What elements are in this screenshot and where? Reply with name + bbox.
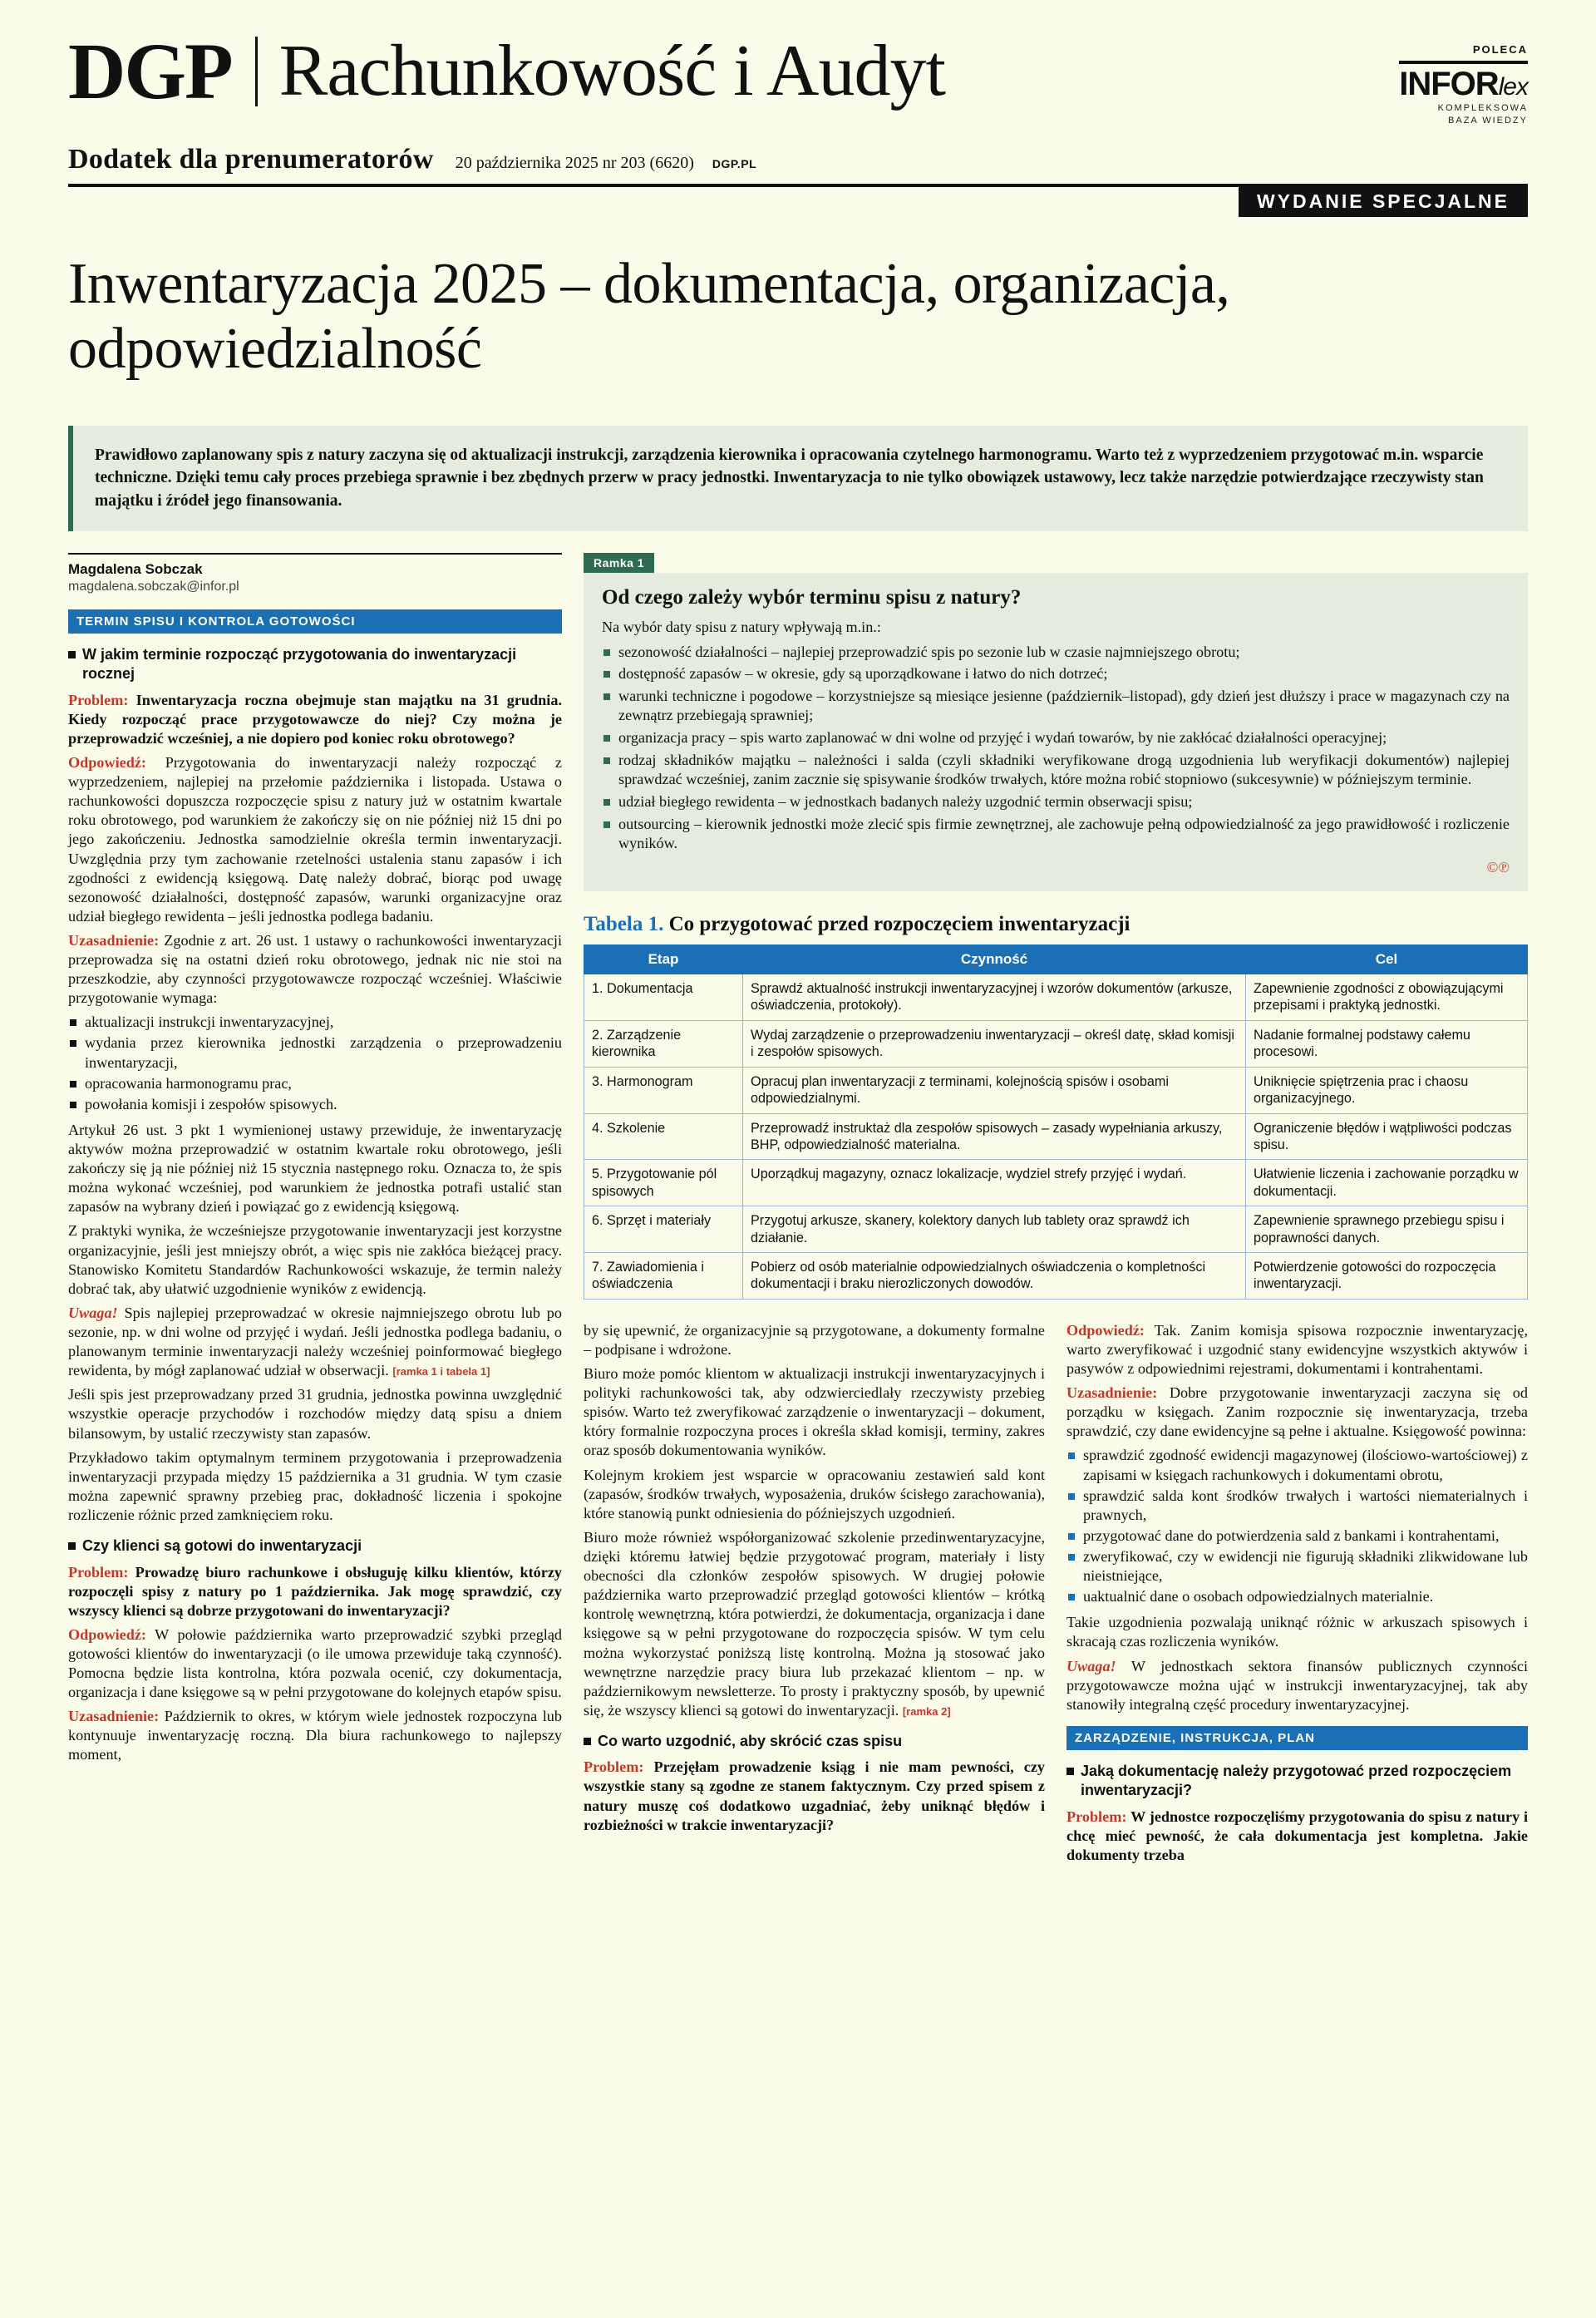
- page-title: Inwentaryzacja 2025 – dokumentacja, organizacja, odpowiedzialność: [68, 252, 1230, 382]
- q1-preparation-list: [68, 1013, 562, 1114]
- poleca-label: POLECA: [1472, 43, 1528, 56]
- ramka-1-tag: Ramka 1: [584, 553, 654, 573]
- q1-reason-text: Zgodnie z art. 26 ust. 1 ustawy o rachunkowości inwentaryzacji przeprowadza się na ostatni dzień roku obrotowego, jednak nic nie stoi na przeszkodzie, aby czynności przygotowawcze rozpocząć wcześniej. Właściwie przygotowanie wymaga:: [68, 931, 563, 1007]
- site-label: DGP.PL: [712, 157, 757, 170]
- reason-label: Uzasadnienie:: [68, 931, 160, 949]
- note-label: Uwaga!: [68, 1304, 118, 1321]
- reason-label: Uzasadnienie:: [1066, 1384, 1158, 1402]
- q2-problem: [68, 1563, 562, 1620]
- table-row: [584, 1113, 1528, 1160]
- q2-cont-4-text: Biuro może również współorganizować szkolenie przedinwentaryzacyjne, dzięki któremu łatwiej będzie przygotować program, materiały i listy obecności dla członków zespołów spisowych. W drugiej połowie października warto przeprowadzić przegląd gotowości klientów – krótką kontrolę wewnętrzną, która potwierdzi, że dokumentacja, organizacja i dane księgowe są w pełni przygotowane do rozpoczęcia spisów. W tym celu można wykorzystać poniższą listę kontrolną. Można ją stosować jako wewnętrzne narzędzie pracy biura lub przekazać klientom – np. w październikowym newsletterze. To prosty i praktyczny sposób, by upewnić się, że wszyscy klienci są gotowi do inwentaryzacji.: [584, 1528, 1045, 1719]
- table-cell-etap: 4. Szkolenie: [584, 1113, 743, 1160]
- table-cell-czynnosc: Sprawdź aktualność instrukcji inwentaryzacyjnej i wzorów dokumentów (arkusze, oświadczenia, protokoły).: [743, 974, 1246, 1021]
- table-col-czynnosc: Czynność: [743, 945, 1246, 974]
- q3-answer: [1066, 1321, 1528, 1378]
- ramka-1-list: [602, 643, 1510, 855]
- q3-note: [1066, 1657, 1528, 1714]
- list-item: sprawdzić zgodność ewidencji magazynowej (ilościowo-wartościowej) z zapisami w księgach rachunkowych i dokumentami obrotu,: [1066, 1446, 1528, 1484]
- question-2-text: Czy klienci są gotowi do inwentaryzacji: [82, 1537, 362, 1555]
- ramka-1-copyright: ©℗: [1486, 859, 1510, 876]
- masthead: [68, 27, 1528, 126]
- list-item: sezonowość działalności – najlepiej przeprowadzić spis po sezonie lub w czasie najmniejszego obrotu;: [602, 643, 1510, 663]
- list-item: rodzaj składników majątku – należności i salda (czyli składniki weryfikowane drogą uzgodnienia lub weryfikacji dokumentów) najlepiej sprawdzać wcześniej, zanim zacznie się spisywanie środków trwałych, które można robić stopniowo (sukcesywnie) w późniejszym terminie.: [602, 751, 1510, 790]
- q3-problem: [584, 1758, 1045, 1834]
- q1-note-text: Spis najlepiej przeprowadzać w okresie najmniejszego obrotu lub po sezonie, np. w dni wolne od przyjęć i wydań. Jeśli jednostka podlega badaniu, o planowanym terminie inwentaryzacji należy wcześniej poinformować biegłego rewidenta, by mógł zaplanować udział w obserwacji.: [68, 1304, 562, 1379]
- table-cell-czynnosc: Przeprowadź instruktaż dla zespołów spisowych – zasady wypełniania arkuszy, BHP, odpowiedzialność materialna.: [743, 1113, 1246, 1160]
- bullet-square-icon: [584, 1738, 591, 1745]
- issue-info: 20 października 2025 nr 203 (6620): [455, 154, 694, 172]
- infor-logo: [1399, 67, 1528, 101]
- q1-paragraph-2: Artykuł 26 ust. 3 pkt 1 wymienionej ustawy przewiduje, że inwentaryzację aktywów można przeprowadzić w ostatnim kwartale roku obrotowego, jeśli zakończy się ją nie później niż 15 stycznia następnego roku. Oznacza to, że spis można wykonać wcześniej, pod warunkiem że jednostka potrafi ustalić stan zapasów na wybrany dzień i powiązać go z ewidencją księgową.: [68, 1121, 562, 1216]
- infor-logo-name: INFOR: [1399, 66, 1499, 102]
- q2-cont-3: Kolejnym krokiem jest wsparcie w opracowaniu zestawień sald kont (zapasów, środków trwałych, wyposażenia, druków ścisłego zarachowania), które stanowią punkt odniesienia do późniejszych uzgodnień.: [584, 1466, 1045, 1521]
- list-item: sprawdzić salda kont środków trwałych i wartości niematerialnych i prawnych,: [1066, 1487, 1528, 1525]
- q2-reason: [68, 1707, 562, 1764]
- q1-answer: [68, 753, 562, 926]
- list-item: uaktualnić dane o osobach odpowiedzialnych materialnie.: [1066, 1587, 1528, 1606]
- dgp-logo: DGP: [68, 27, 232, 116]
- table-col-cel: Cel: [1246, 945, 1528, 974]
- bullet-square-icon: [68, 651, 76, 658]
- table-cell-czynnosc: Uporządkuj magazyny, oznacz lokalizacje, wydziel strefy przyjęć i wydań.: [743, 1160, 1246, 1206]
- table-cell-czynnosc: Przygotuj arkusze, skanery, kolektory danych lub tablety oraz sprawdź ich działanie.: [743, 1206, 1246, 1253]
- problem-label: Problem:: [68, 1563, 129, 1581]
- subheader-row: [68, 144, 1528, 175]
- list-item: dostępność zapasów – w okresie, gdy są uporządkowane i łatwo do nich dotrzeć;: [602, 664, 1510, 684]
- q2-cont-1: by się upewnić, że organizacyjnie są przygotowane, a dokumenty formalne – podpisane i wdrożone.: [584, 1321, 1045, 1358]
- q2-cont-4: [584, 1528, 1045, 1720]
- table-cell-cel: Uniknięcie spiętrzenia prac i chaosu organizacyjnego.: [1246, 1067, 1528, 1113]
- bottom-columns: [584, 1321, 1528, 1870]
- q1-reference: [ramka 1 i tabela 1]: [392, 1365, 490, 1378]
- table-cell-cel: Zapewnienie zgodności z obowiązującymi przepisami i praktyką jednostki.: [1246, 974, 1528, 1021]
- q2-reference: [ramka 2]: [902, 1704, 951, 1718]
- infor-rule-top: [1399, 61, 1528, 64]
- table-row: [584, 1206, 1528, 1253]
- table-header-row: [584, 945, 1528, 974]
- masthead-divider: [255, 37, 258, 106]
- table-row: [584, 1020, 1528, 1067]
- q4-problem-text: W jednostce rozpoczęliśmy przygotowania do spisu z natury i chcę mieć pewność, że cała dokumentacja jest kompletna. Jakie dokumenty trzeba: [1066, 1808, 1528, 1863]
- question-4-heading: [1066, 1762, 1528, 1801]
- supplement-label: Dodatek dla prenumeratorów: [68, 144, 434, 175]
- list-item: aktualizacji instrukcji inwentaryzacyjnej,: [68, 1013, 562, 1032]
- reason-label: Uzasadnienie:: [68, 1708, 160, 1725]
- q1-problem-text: Inwentaryzacja roczna obejmuje stan majątku na 31 grudnia. Kiedy rozpocząć prace przygotowawcze do niej? Czy można je przeprowadzić wcześniej, a nie dopiero pod koniec roku obrotowego?: [68, 691, 562, 747]
- list-item: powołania komisji i zespołów spisowych.: [68, 1095, 562, 1114]
- answer-label: Odpowiedź:: [68, 753, 146, 771]
- answer-label: Odpowiedź:: [68, 1625, 146, 1643]
- author-name: Magdalena Sobczak: [68, 560, 203, 577]
- q3-problem-text: Przejęłam prowadzenie ksiąg i nie mam pewności, czy wszystkie stany są zgodne ze stanem faktycznym. Czy przed spisem z natury muszę coś dodatkowo uzgadniać, żeby uniknąć błędów i rozbieżności w trakcie inwentaryzacji?: [584, 1758, 1046, 1833]
- table-cell-czynnosc: Wydaj zarządzenie o przeprowadzeniu inwentaryzacji – określ datę, skład komisji i zespołów spisowych.: [743, 1020, 1246, 1067]
- table-cell-cel: Zapewnienie sprawnego przebiegu spisu i poprawności danych.: [1246, 1206, 1528, 1253]
- list-item: przygotować dane do potwierdzenia sald z bankami i kontrahentami,: [1066, 1526, 1528, 1546]
- special-edition-badge: WYDANIE SPECJALNE: [1239, 187, 1528, 217]
- special-edition-row: [68, 187, 1528, 215]
- list-item: opracowania harmonogramu prac,: [68, 1074, 562, 1093]
- bottom-column-middle: [584, 1321, 1045, 1870]
- table-cell-etap: 3. Harmonogram: [584, 1067, 743, 1113]
- author-email: magdalena.sobczak@infor.pl: [68, 579, 239, 594]
- question-1-text: W jakim terminie rozpocząć przygotowania do inwentaryzacji rocznej: [82, 645, 517, 683]
- ramka-1-intro: Na wybór daty spisu z natury wpływają m.in.:: [602, 618, 881, 635]
- question-4-text: Jaką dokumentację należy przygotować przed rozpoczęciem inwentaryzacji?: [1081, 1762, 1512, 1799]
- answer-label: Odpowiedź:: [1066, 1321, 1145, 1339]
- table-row: [584, 1252, 1528, 1299]
- table-cell-czynnosc: Opracuj plan inwentaryzacji z terminami, kolejnością spisów i osobami odpowiedzialnymi.: [743, 1067, 1246, 1113]
- q3-reason: [1066, 1383, 1528, 1441]
- column-right: [584, 553, 1528, 1870]
- q2-cont-2: Biuro może pomóc klientom w aktualizacji instrukcji inwentaryzacyjnych i polityki rachunkowości tak, aby odzwierciedlały rzeczywisty przebieg spisów. Warto też zweryfikować zarządzenie o inwentaryzacji – dokument, który formalnie rozpoczyna proces i określa skład komisji, terminy, zakres oraz sposób dokumentowania wyników.: [584, 1364, 1045, 1459]
- section-header-zarzadzenie: ZARZĄDZENIE, INSTRUKCJA, PLAN: [1066, 1726, 1528, 1750]
- section-header-termin: TERMIN SPISU I KONTROLA GOTOWOŚCI: [68, 609, 562, 634]
- q3-answer-text: Tak. Zanim komisja spisowa rozpocznie inwentaryzację, warto zweryfikować i uzgodnić stany ewidencyjne wszystkich aktywów i pasywów z odpowiednimi rejestrami, dokumentami i kontrahentami.: [1066, 1321, 1528, 1377]
- q1-paragraph-3: Z praktyki wynika, że wcześniejsze przygotowanie inwentaryzacji jest korzystne organizacyjnie, jeśli jest mniejszy obrót, a więc spis nie zakłóca bieżącej pracy. Stanowisko Komitetu Standardów Rachunkowości wskazuje, że termin należy dobrać tak, aby ułatwić uzgodnienie wyników z ewidencją.: [68, 1222, 562, 1297]
- masthead-logo-group: [68, 27, 945, 116]
- table-row: [584, 1067, 1528, 1113]
- list-item: udział biegłego rewidenta – w jednostkach badanych należy uzgodnić termin obserwacji spisu;: [602, 792, 1510, 812]
- q2-reason-text: Październik to okres, w którym wiele jednostek rozpoczyna lub kontynuuje inwentaryzację roczną. Dla biura rachunkowego to najlepszy moment,: [68, 1708, 562, 1763]
- q1-paragraph-5: Przykładowo takim optymalnym terminem przygotowania i przeprowadzenia inwentaryzacji przypada między 15 października a 31 grudnia. W tym czasie można zapewnić sprawny przebieg prac, dokładność liczenia i spokojne rozliczenie różnic przed zamknięciem roku.: [68, 1448, 562, 1523]
- table-cell-etap: 5. Przygotowanie pól spisowych: [584, 1160, 743, 1206]
- q3-reason-text: Dobre przygotowanie inwentaryzacji zaczyna się od porządku w księgach. Zanim rozpocznie się inwentaryzacja, trzeba sprawdzić, czy dane ewidencyjne są pełne i aktualne. Księgowość powinna:: [1066, 1384, 1528, 1440]
- list-item: zweryfikować, czy w ewidencji nie figurują składniki zlikwidowane lub nieistniejące,: [1066, 1547, 1528, 1586]
- problem-label: Problem:: [68, 691, 129, 708]
- question-2-heading: [68, 1536, 562, 1556]
- table-cell-cel: Ułatwienie liczenia i zachowanie porządku w dokumentacji.: [1246, 1160, 1528, 1206]
- q1-reason: [68, 931, 562, 1008]
- table-1-caption: [584, 913, 1528, 936]
- list-item: wydania przez kierownika jednostki zarządzenia o przeprowadzeniu inwentaryzacji,: [68, 1033, 562, 1072]
- q4-problem: [1066, 1808, 1528, 1865]
- problem-label: Problem:: [1066, 1808, 1127, 1825]
- top-columns: [68, 553, 1528, 1870]
- q2-problem-text: Prowadzę biuro rachunkowe i obsługuję kilku klientów, którzy rozpoczęli spisy z natury po 1 października. Jak mogę sprawdzić, czy wszyscy klienci są dobrze przygotowani do inwentaryzacji?: [68, 1563, 562, 1619]
- q2-answer: [68, 1625, 562, 1702]
- lead-paragraph: Prawidłowo zaplanowany spis z natury zaczyna się od aktualizacji instrukcji, zarządzenia kierownika i opracowania czytelnego harmonogramu. Warto też z wyprzedzeniem przygotować m.in. wsparcie techniczne. Dzięki temu cały proces przebiega sprawnie i bez zbędnych przerw w pracy jednostki. Inwentaryzacja to nie tylko obowiązek ustawowy, lecz także narzędzie potwierdzające rzeczywisty stan majątku i źródeł jego finansowania.: [68, 426, 1528, 531]
- q1-paragraph-4: Jeśli spis jest przeprowadzany przed 31 grudnia, jednostka powinna uwzględnić wszystkie operacje przychodów i rozchodów między datą spisu a dniem bilansowym, by ustalić rzeczywisty stan zapasów.: [68, 1386, 562, 1442]
- question-3-heading: [584, 1732, 1045, 1751]
- bullet-square-icon: [68, 1542, 76, 1550]
- infor-logo-tex: lex: [1498, 73, 1528, 101]
- list-item: warunki techniczne i pogodowe – korzystniejsze są miesiące jesienne (październik–listopad), gdy dzień jest dłuższy i prace w magazynach czy na zewnątrz przebiegają sprawniej;: [602, 687, 1510, 726]
- author-rule: [68, 553, 562, 555]
- column-left: [68, 553, 584, 1870]
- bottom-column-right: [1066, 1321, 1528, 1870]
- note-label: Uwaga!: [1066, 1657, 1116, 1674]
- masthead-title: Rachunkowość i Audyt: [278, 31, 945, 111]
- table-1-title: Co przygotować przed rozpoczęciem inwentaryzacji: [668, 913, 1130, 936]
- question-1-heading: [68, 645, 562, 684]
- table-row: [584, 974, 1528, 1021]
- list-item: outsourcing – kierownik jednostki może zlecić spis firmie zewnętrznej, ale zachowuje pełną odpowiedzialność za jego prawidłowość i rozliczenie wyników.: [602, 815, 1510, 854]
- q3-after: Takie uzgodnienia pozwalają uniknąć różnic w arkuszach spisowych i skracają czas rozliczenia wyników.: [1066, 1614, 1528, 1650]
- table-cell-etap: 2. Zarządzenie kierownika: [584, 1020, 743, 1067]
- table-cell-etap: 7. Zawiadomienia i oświadczenia: [584, 1252, 743, 1299]
- ramka-1-tag-row: [584, 553, 1528, 573]
- table-cell-etap: 1. Dokumentacja: [584, 974, 743, 1021]
- q1-answer-text: Przygotowania do inwentaryzacji należy rozpocząć z wyprzedzeniem, najlepiej na przełomie października i listopada. Ustawa o rachunkowości dopuszcza rozpoczęcie spisu z natury już w ostatnim kwartale roku obrotowego, pod warunkiem że zakończy się on nie później niż 15 dni po jego zakończeniu. Jednostka samodzielnie określa termin inwentaryzacji. Uwzględnia przy tym zachowanie rzetelności ustalenia stanu zapasów i ich zgodności z ewidencją księgową. Datę należy dobrać, biorąc pod uwagę sezonowość działalności, dostępność zapasów, warunki organizacyjne oraz udział biegłego rewidenta – jeśli jednostka podlega badaniu.: [68, 753, 562, 925]
- infor-sub-line2: BAZA WIEDZY: [1448, 116, 1528, 126]
- table-cell-cel: Ograniczenie błędów i wątpliwości podczas spisu.: [1246, 1113, 1528, 1160]
- q3-checklist: [1066, 1446, 1528, 1606]
- bullet-square-icon: [1066, 1768, 1074, 1775]
- table-row: [584, 1160, 1528, 1206]
- list-item: organizacja pracy – spis warto zaplanować w dni wolne od przyjęć i wydań towarów, by nie zakłócać działalności operacyjnej;: [602, 728, 1510, 748]
- table-cell-czynnosc: Pobierz od osób materialnie odpowiedzialnych oświadczenia o kompletności dokumentacji i braku nierozliczonych dowodów.: [743, 1252, 1246, 1299]
- problem-label: Problem:: [584, 1758, 644, 1776]
- ramka-1-box: [584, 573, 1528, 891]
- table-1: [584, 944, 1528, 1300]
- q1-note: [68, 1304, 562, 1380]
- infor-sub-line1: KOMPLEKSOWA: [1437, 103, 1528, 113]
- table-cell-cel: Potwierdzenie gotowości do rozpoczęcia inwentaryzacji.: [1246, 1252, 1528, 1299]
- q1-problem: [68, 691, 562, 748]
- q3-note-text: W jednostkach sektora finansów publicznych czynności przygotowawcze można ująć w instrukcji inwentaryzacyjnej, tak aby stanowiły integralną część procedury inwentaryzacyjnej.: [1066, 1657, 1528, 1713]
- table-col-etap: Etap: [584, 945, 743, 974]
- table-cell-etap: 6. Sprzęt i materiały: [584, 1206, 743, 1253]
- table-cell-cel: Nadanie formalnej podstawy całemu procesowi.: [1246, 1020, 1528, 1067]
- question-3-text: Co warto uzgodnić, aby skrócić czas spisu: [598, 1732, 903, 1749]
- ramka-1-heading: Od czego zależy wybór terminu spisu z natury?: [602, 585, 1022, 609]
- infor-logo-block: [1399, 32, 1528, 126]
- q2-answer-text: W połowie października warto przeprowadzić szybki przegląd gotowości klientów do inwentaryzacji (o ile umowa przewiduje taką czynność). Pomocna będzie lista kontrolna, która pozwala ocenić, czy dokumentacja, organizacja i dane księgowe są w pełni przygotowane do kolejnych etapów spisu.: [68, 1625, 563, 1701]
- table-1-number: Tabela 1.: [584, 913, 664, 936]
